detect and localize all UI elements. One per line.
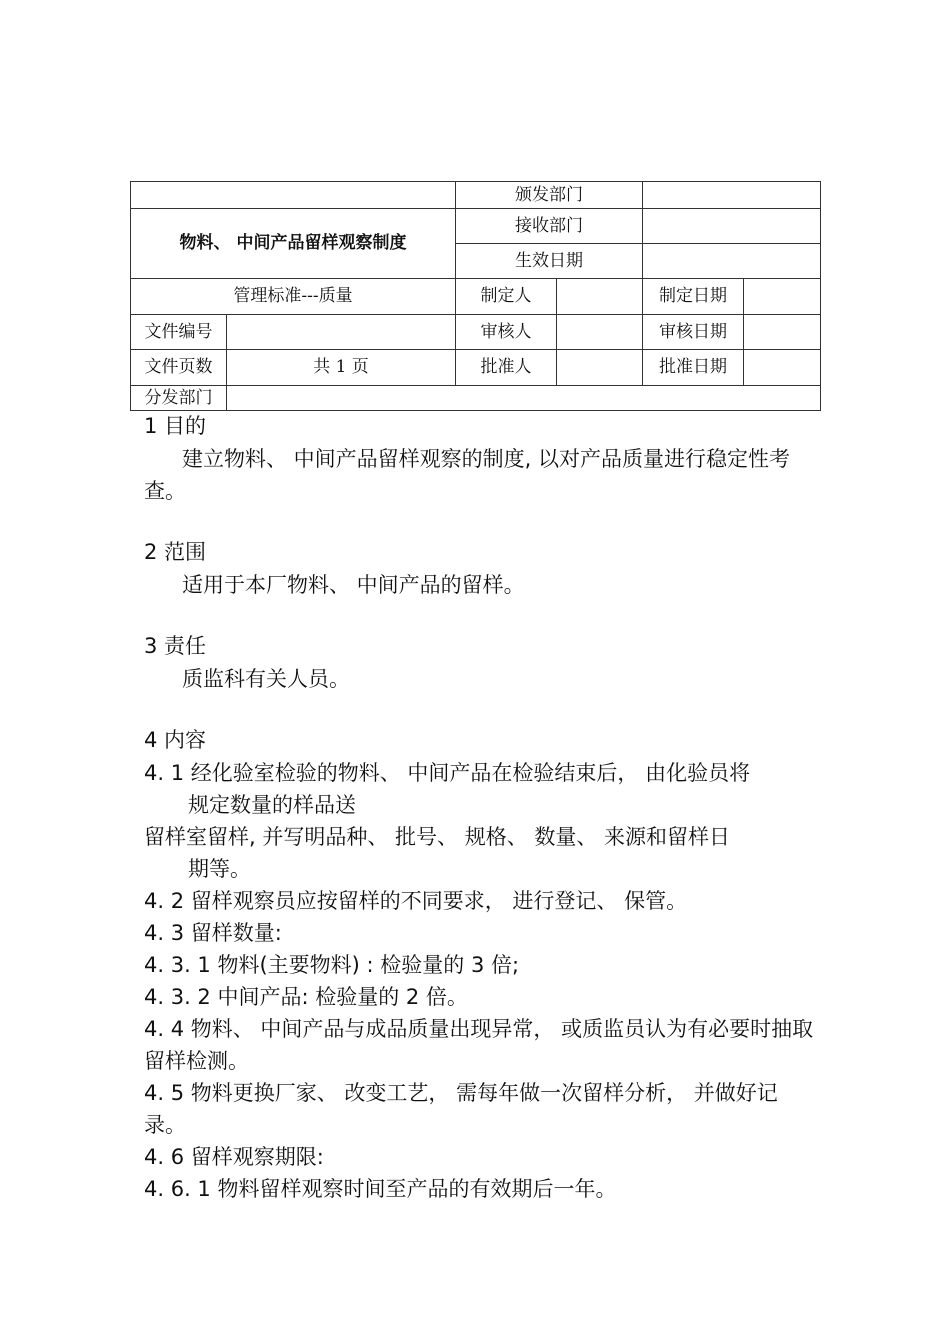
section-3-heading: 3 责任: [144, 634, 207, 658]
document-title: 物料、 中间产品留样观察制度: [131, 209, 456, 279]
header-blank-cell: [131, 182, 456, 209]
section-2-text: 适用于本厂物料、 中间产品的留样。: [182, 573, 525, 597]
issue-dept-label: 颁发部门: [456, 182, 643, 209]
clause-4-1-line-4: 期等。: [188, 857, 251, 881]
management-standard: 管理标准---质量: [131, 279, 456, 315]
recv-dept-value: [643, 209, 821, 244]
clause-4-3-2: 4. 3. 2 中间产品: 检验量的 2 倍。: [144, 985, 468, 1009]
pages-label: 文件页数: [131, 350, 227, 386]
clause-4-6-1: 4. 6. 1 物料留样观察时间至产品的有效期后一年。: [144, 1177, 617, 1201]
make-date-label: 制定日期: [643, 279, 744, 315]
document-header-table: [130, 181, 821, 411]
reviewer-label: 审核人: [456, 315, 557, 350]
section-1-heading: 1 目的: [144, 414, 207, 438]
section-3-text: 质监科有关人员。: [182, 667, 350, 691]
approver-label: 批准人: [456, 350, 557, 386]
pages-value: 共 1 页: [227, 350, 456, 386]
clause-4-4: 4. 4 物料、 中间产品与成品质量出现异常， 或质监员认为有必要时抽取留样检测。: [144, 1017, 814, 1073]
approve-date-value: [744, 350, 821, 386]
approver-value: [557, 350, 643, 386]
maker-label: 制定人: [456, 279, 557, 315]
doc-no-value: [227, 315, 456, 350]
dist-dept-value: [227, 386, 821, 411]
clause-4-3: 4. 3 留样数量:: [144, 921, 282, 945]
issue-dept-value: [643, 182, 821, 209]
approve-date-label: 批准日期: [643, 350, 744, 386]
reviewer-value: [557, 315, 643, 350]
effective-date-value: [643, 244, 821, 279]
clause-4-1-line-1: 4. 1 经化验室检验的物料、 中间产品在检验结束后， 由化验员将: [144, 761, 751, 785]
doc-no-label: 文件编号: [131, 315, 227, 350]
clause-4-1-line-2: 规定数量的样品送: [188, 793, 356, 817]
maker-value: [557, 279, 643, 315]
clause-4-6: 4. 6 留样观察期限:: [144, 1145, 324, 1169]
clause-4-5: 4. 5 物料更换厂家、 改变工艺， 需每年做一次留样分析， 并做好记录。: [144, 1081, 778, 1137]
dist-dept-label: 分发部门: [131, 386, 227, 411]
section-2-heading: 2 范围: [144, 540, 207, 564]
section-4-heading: 4 内容: [144, 728, 207, 752]
document-body: [144, 409, 814, 1205]
clause-4-2: 4. 2 留样观察员应按留样的不同要求， 进行登记、 保管。: [144, 889, 688, 913]
make-date-value: [744, 279, 821, 315]
effective-date-label: 生效日期: [456, 244, 643, 279]
review-date-label: 审核日期: [643, 315, 744, 350]
clause-4-3-1: 4. 3. 1 物料(主要物料) : 检验量的 3 倍;: [144, 953, 520, 977]
recv-dept-label: 接收部门: [456, 209, 643, 244]
clause-4-1-line-3: 留样室留样, 并写明品种、 批号、 规格、 数量、 来源和留样日: [144, 825, 731, 849]
review-date-value: [744, 315, 821, 350]
section-1-text: 建立物料、 中间产品留样观察的制度, 以对产品质量进行稳定性考查。: [144, 447, 791, 503]
